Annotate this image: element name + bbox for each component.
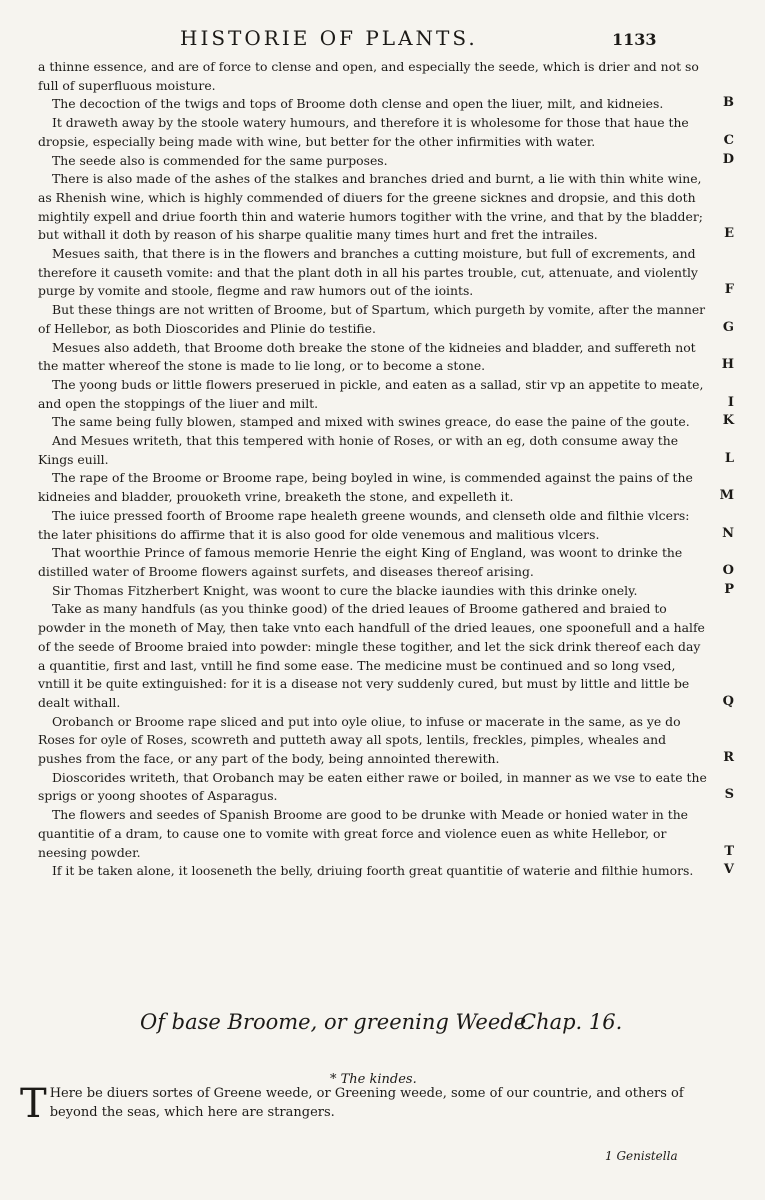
paragraph-text: Dioscorides writeth, that Orobanch may be eaten either rawe or boiled, in manner as we vse to eate the sprigs or yoong shootes of Asparagus. xyxy=(38,769,707,804)
paragraph xyxy=(38,58,708,95)
paragraph-text: a thinne essence, and are of force to clense and open, and especially the seede, which is drier and not so full of superfluous moisture. xyxy=(38,59,699,93)
margin-letter: K xyxy=(722,413,734,429)
margin-letter: N xyxy=(722,525,734,541)
paragraph xyxy=(38,862,734,881)
paragraph-text: The yoong buds or little flowers preserued in pickle, and eaten as a sallad, stir vp an appetite to meate, and open the stoppings of the liuer and milt. xyxy=(38,376,704,411)
paragraph-text: But these things are not written of Broome, but of Spartum, which purgeth by vomite, after the manner of Hellebor, as both Dioscorides and Plinie do testifie. xyxy=(38,302,706,336)
kinds-heading: * The kindes. xyxy=(330,1072,417,1087)
paragraph-text: Sir Thomas Fitzherbert Knight, was woont to cure the blacke iaundies with this drinke onely. xyxy=(52,582,638,598)
paragraph-text: And Mesues writeth, that this tempered with honie of Roses, or with an eg, doth consume away the Kings euill. xyxy=(38,433,679,467)
paragraph xyxy=(38,151,734,171)
margin-letter: E xyxy=(724,226,734,242)
paragraph-text: There is also made of the ashes of the stalkes and branches dried and burnt, a lie with thin white wine, as Rhenish wine, which is highly commended of diuers for the greene sicknes and dropsie, and this doth mightily expell and driue foorth thin and waterie humors togither with the vrine, and that by the bladder; but withall it doth by reason of his sharpe qualitie many times hurt and fret the intrailes. xyxy=(38,171,703,243)
margin-letter: S xyxy=(724,787,734,803)
chapter-title: Of base Broome, or greening Weede. xyxy=(140,1010,533,1034)
margin-letter: I xyxy=(727,394,734,410)
paragraph xyxy=(38,114,734,151)
paragraph-text: If it be taken alone, it looseneth the belly, driuing foorth great quantitie of waterie and filthie humors. xyxy=(52,863,694,879)
paragraph xyxy=(38,170,734,245)
paragraph-text: Orobanch or Broome rape sliced and put into oyle oliue, to infuse or macerate in the same, as ye do Roses for oyle of Roses, scowreth and putteth away all spots, lentils, freckles, pimples, wheales and pushes from the face, or any part of the body, being annointed therewith. xyxy=(38,713,681,767)
running-title: HISTORIE OF PLANTS. xyxy=(180,26,478,50)
paragraph-text: It draweth away by the stoole watery humours, and therefore it is wholesome for those that haue the dropsie, especially being made with wine, but better for the other infirmities with water. xyxy=(38,115,689,149)
paragraph xyxy=(38,432,734,469)
paragraph xyxy=(38,95,734,114)
paragraph xyxy=(38,806,734,862)
paragraph xyxy=(38,376,734,413)
margin-letter: H xyxy=(721,357,734,373)
paragraph-text: That woorthie Prince of famous memorie Henrie the eight King of England, was woont to drinke the distilled water of Broome flowers against surfets, and diseases thereof arising. xyxy=(38,545,683,579)
margin-letter: Q xyxy=(722,693,734,709)
paragraph xyxy=(38,581,734,601)
paragraph xyxy=(38,301,734,338)
paragraph xyxy=(38,413,734,432)
margin-letter: D xyxy=(722,151,734,167)
kinds-text: Here be diuers sortes of Greene weede, or Greening weede, some of our countrie, and others of beyond the seas, which here are strangers. xyxy=(49,1086,684,1120)
margin-letter: C xyxy=(723,132,734,148)
chapter-number: Chap. 16. xyxy=(520,1010,623,1034)
paragraph-text: The decoction of the twigs and tops of Broome doth clense and open the liuer, milt, and kidneies. xyxy=(52,96,664,112)
paragraph xyxy=(38,600,734,712)
paragraph-text: The seede also is commended for the same purposes. xyxy=(52,152,388,168)
running-head xyxy=(0,24,765,54)
paragraph-text: The rape of the Broome or Broome rape, being boyled in wine, is commended against the pains of the kidneies and bladder, prouoketh vrine, breaketh the stone, and expelleth it. xyxy=(38,470,693,505)
margin-letter: M xyxy=(719,488,734,504)
drop-cap: T xyxy=(20,1081,47,1127)
paragraph-text: The flowers and seedes of Spanish Broome are good to be drunke with Meade or honied water in the quantitie of a dram, to cause one to vomite with great force and violence euen as white Hellebor, or neesing powder. xyxy=(38,807,689,860)
kinds-paragraph xyxy=(20,1081,710,1127)
margin-letter: G xyxy=(722,319,734,335)
paragraph xyxy=(38,713,734,769)
paragraph xyxy=(38,507,734,544)
paragraph xyxy=(38,339,734,376)
margin-letter: B xyxy=(723,95,734,111)
paragraph xyxy=(38,469,734,506)
paragraph xyxy=(38,769,734,806)
paragraph-text: Mesues saith, that there is in the flowers and branches a cutting moisture, but full of excrements, and therefore it causeth vomite: and that the plant doth in all his partes trouble, cut, attenuate, and violently purge by vomite and stoole, flegme and raw humors out of the ioints. xyxy=(38,246,698,299)
paragraph xyxy=(38,245,734,301)
margin-letter: O xyxy=(722,562,734,578)
margin-letter: R xyxy=(723,750,734,766)
body-text xyxy=(38,58,734,881)
paragraph-text: The iuice pressed foorth of Broome rape healeth greene wounds, and clenseth olde and filthie vlcers: the later phisitions do affirme that it is also good for olde venemous and malitious vlcers. xyxy=(38,507,690,542)
margin-letter: F xyxy=(724,282,734,298)
paragraph-text: Take as many handfuls (as you thinke good) of the dried leaues of Broome gathered and braied to powder in the moneth of May, then take vnto each handfull of the dried leaues, one spoonefull and a halfe of the seede of Broome braied into powder: mingle these togither, and let the sick drink thereof each day a quantitie, first and last, vntill he find some ease. The medicine must be continued and so long vsed, vntill it be quite extinguished: for it is a disease not very suddenly cured, but must by little and little be dealt withall. xyxy=(38,601,705,710)
catchword: 1 Genistella xyxy=(605,1149,678,1163)
paragraph-text: The same being fully blowen, stamped and mixed with swines greace, do ease the paine of the goute. xyxy=(52,414,690,430)
margin-letter: L xyxy=(724,450,734,466)
margin-letter: P xyxy=(724,581,734,597)
page-number: 1133 xyxy=(612,30,657,49)
paragraph xyxy=(38,544,734,581)
paragraph-text: Mesues also addeth, that Broome doth breake the stone of the kidneies and bladder, and suffereth not the matter whereof the stone is made to lie long, or to become a stone. xyxy=(38,339,696,374)
margin-letter: T xyxy=(724,843,734,859)
margin-letter: V xyxy=(723,862,734,878)
